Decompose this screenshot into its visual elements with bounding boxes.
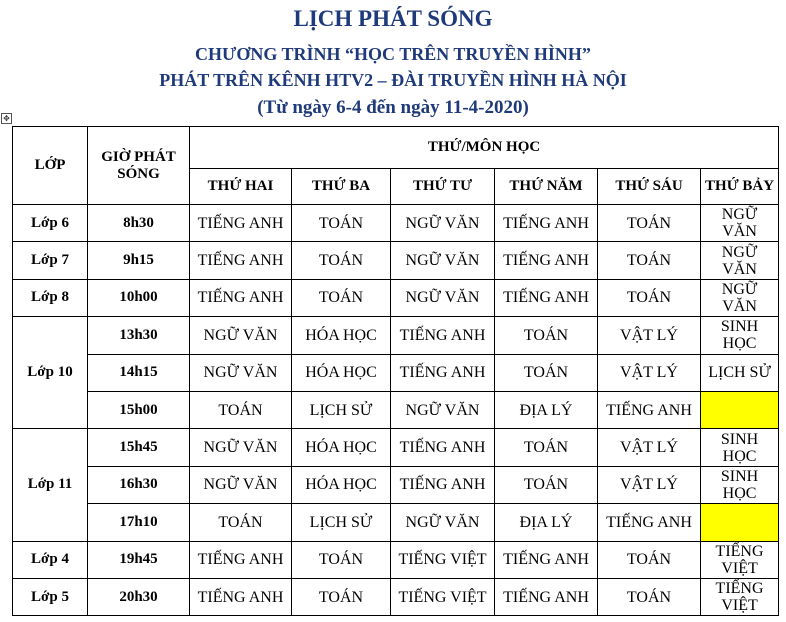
class-cell: Lớp 4: [13, 541, 88, 578]
subject-cell: TIẾNG ANH: [495, 578, 598, 615]
subject-cell: NGỮ VĂN: [701, 205, 779, 242]
time-cell: 19h45: [88, 541, 190, 578]
table-row: [13, 242, 779, 279]
subject-cell: NGỮ VĂN: [701, 279, 779, 316]
header-day: THỨ NĂM: [495, 169, 598, 205]
program-subtitle: CHƯƠNG TRÌNH “HỌC TRÊN TRUYỀN HÌNH”: [195, 44, 591, 64]
subject-cell: TIẾNG ANH: [190, 578, 292, 615]
class-cell: Lớp 7: [13, 242, 88, 279]
subject-cell: HÓA HỌC: [292, 354, 391, 391]
header-day: THỨ BẢY: [701, 169, 779, 205]
subject-cell: TOÁN: [598, 279, 701, 316]
subject-cell: TIẾNG ANH: [598, 504, 701, 541]
subject-cell: SINH HỌC: [701, 466, 779, 503]
header-class: LỚP: [13, 127, 88, 205]
time-cell: 14h15: [88, 354, 190, 391]
subject-cell: TIẾNG ANH: [495, 541, 598, 578]
time-cell: 16h30: [88, 466, 190, 503]
subject-cell: LỊCH SỬ: [292, 391, 391, 428]
table-row: [13, 391, 779, 428]
time-cell: 15h45: [88, 429, 190, 466]
subject-cell: TOÁN: [495, 429, 598, 466]
time-cell: 17h10: [88, 504, 190, 541]
subject-cell: NGỮ VĂN: [391, 242, 495, 279]
subject-cell: TOÁN: [495, 354, 598, 391]
page-title: LỊCH PHÁT SÓNG: [293, 6, 493, 31]
subject-cell: TIẾNG ANH: [391, 466, 495, 503]
date-range: (Từ ngày 6-4 đến ngày 11-4-2020): [257, 97, 529, 118]
table-row: [13, 504, 779, 541]
header-day-subject: THỨ/MÔN HỌC: [190, 127, 779, 169]
subject-cell: NGỮ VĂN: [701, 242, 779, 279]
class-cell: Lớp 8: [13, 279, 88, 316]
subject-cell: ĐỊA LÝ: [495, 504, 598, 541]
time-cell: 8h30: [88, 205, 190, 242]
subject-cell: TOÁN: [292, 242, 391, 279]
class-cell: Lớp 11: [13, 429, 88, 541]
subject-cell: TIẾNG ANH: [190, 541, 292, 578]
subject-cell: TIẾNG VIỆT: [391, 541, 495, 578]
subject-cell: TOÁN: [598, 242, 701, 279]
class-cell: Lớp 6: [13, 205, 88, 242]
header-day: THỨ SÁU: [598, 169, 701, 205]
subject-cell: ĐỊA LÝ: [495, 391, 598, 428]
subject-cell: NGỮ VĂN: [190, 317, 292, 354]
table-row: [13, 578, 779, 615]
time-cell: 13h30: [88, 317, 190, 354]
subject-cell: TOÁN: [292, 279, 391, 316]
subject-cell: TOÁN: [292, 205, 391, 242]
subject-cell: VẬT LÝ: [598, 466, 701, 503]
subject-cell: TIẾNG ANH: [391, 429, 495, 466]
subject-cell: TOÁN: [598, 578, 701, 615]
table-row: [13, 354, 779, 391]
subject-cell: NGỮ VĂN: [190, 429, 292, 466]
channel-subtitle: PHÁT TRÊN KÊNH HTV2 – ĐÀI TRUYỀN HÌNH HÀ NỘI: [159, 70, 627, 90]
subject-cell: NGỮ VĂN: [190, 354, 292, 391]
subject-cell: HÓA HỌC: [292, 429, 391, 466]
table-row: [13, 541, 779, 578]
subject-cell: VẬT LÝ: [598, 354, 701, 391]
table-row: [13, 205, 779, 242]
subject-cell: [701, 504, 779, 541]
time-cell: 9h15: [88, 242, 190, 279]
subject-cell: [701, 391, 779, 428]
header-day: THỨ TƯ: [391, 169, 495, 205]
subject-cell: NGỮ VĂN: [190, 466, 292, 503]
subject-cell: TOÁN: [598, 205, 701, 242]
subject-cell: LỊCH SỬ: [701, 354, 779, 391]
subject-cell: TIẾNG ANH: [190, 205, 292, 242]
table-row: [13, 429, 779, 466]
time-cell: 20h30: [88, 578, 190, 615]
header-time: GIỜ PHÁT SÓNG: [88, 127, 190, 205]
table-row: [13, 466, 779, 503]
subject-cell: TOÁN: [495, 317, 598, 354]
subject-cell: NGỮ VĂN: [391, 504, 495, 541]
header-day: THỨ HAI: [190, 169, 292, 205]
subject-cell: TIẾNG ANH: [598, 391, 701, 428]
subject-cell: NGỮ VĂN: [391, 205, 495, 242]
subject-cell: TIẾNG ANH: [391, 317, 495, 354]
subject-cell: NGỮ VĂN: [391, 391, 495, 428]
subject-cell: TIẾNG ANH: [190, 279, 292, 316]
subject-cell: TIẾNG VIỆT: [701, 578, 779, 615]
subject-cell: TOÁN: [292, 541, 391, 578]
header-day: THỨ BA: [292, 169, 391, 205]
class-cell: Lớp 10: [13, 317, 88, 429]
subject-cell: VẬT LÝ: [598, 317, 701, 354]
subject-cell: TIẾNG ANH: [495, 242, 598, 279]
subject-cell: TOÁN: [598, 541, 701, 578]
class-cell: Lớp 5: [13, 578, 88, 615]
subject-cell: HÓA HỌC: [292, 317, 391, 354]
subject-cell: TIẾNG ANH: [495, 205, 598, 242]
subject-cell: SINH HỌC: [701, 317, 779, 354]
subject-cell: VẬT LÝ: [598, 429, 701, 466]
subject-cell: LỊCH SỬ: [292, 504, 391, 541]
subject-cell: TOÁN: [495, 466, 598, 503]
subject-cell: NGỮ VĂN: [391, 279, 495, 316]
subject-cell: TIẾNG VIỆT: [701, 541, 779, 578]
table-row: [13, 317, 779, 354]
subject-cell: TIẾNG VIỆT: [391, 578, 495, 615]
time-cell: 10h00: [88, 279, 190, 316]
subject-cell: HÓA HỌC: [292, 466, 391, 503]
subject-cell: SINH HỌC: [701, 429, 779, 466]
time-cell: 15h00: [88, 391, 190, 428]
subject-cell: TOÁN: [190, 391, 292, 428]
table-move-handle-icon[interactable]: ✥: [1, 113, 12, 124]
subject-cell: TIẾNG ANH: [190, 242, 292, 279]
subject-cell: TOÁN: [190, 504, 292, 541]
table-row: [13, 279, 779, 316]
subject-cell: TIẾNG ANH: [495, 279, 598, 316]
subject-cell: TOÁN: [292, 578, 391, 615]
subject-cell: TIẾNG ANH: [391, 354, 495, 391]
schedule-table: [12, 126, 779, 616]
